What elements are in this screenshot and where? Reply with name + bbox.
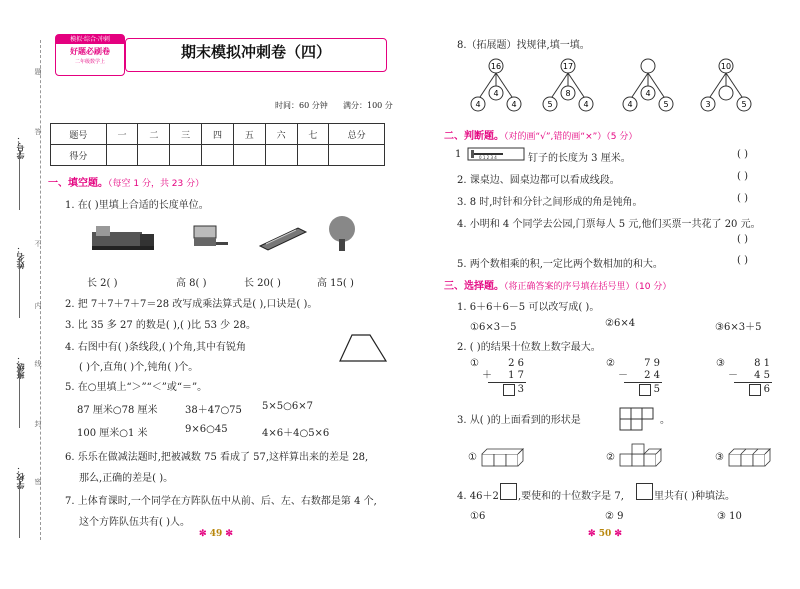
student-id-label: 学号： [15,135,25,159]
section-judge [444,127,637,142]
tree-node-l: 4 [627,100,633,109]
choice-2: 2. ( )的结果十位数上数字最大。 [457,342,601,353]
choice-3-end: 。 [660,415,670,426]
q5-item: 5×5○6×7 [262,401,313,412]
question-7-line2: 这个方阵队伍共有( )人。 [79,517,190,528]
q5-item: 4×6＋4○5×6 [262,428,330,439]
choice-option[interactable]: ① [468,452,477,463]
score-input-cell[interactable] [265,145,297,166]
binding-char: 密 [34,478,42,485]
school-label: 学校： [15,465,25,489]
score-input-cell[interactable] [138,145,170,166]
tree-node-m: 4 [493,89,499,98]
judge-answer[interactable]: ( ) [737,193,748,204]
q1-item: 长 20( ) [244,278,281,289]
tree-node-top: 17 [562,62,574,71]
table-cell: 六 [265,124,297,145]
judge-1: 钉子的长度为 3 厘米。 [528,153,631,164]
section-title: 三、选择题。 [444,281,504,292]
palm-icon: ✼ [588,529,599,539]
choice-4-mid: ,要使和的十位数字是 7, [518,491,624,502]
tree-node-r: 4 [511,100,517,109]
tree-node-r: 4 [583,100,589,109]
number-tree [620,56,680,116]
table-cell: 一 [106,124,138,145]
brand-sub: 二年级数学上 [74,59,105,65]
option-num: ① [470,358,479,369]
table-cell: 七 [297,124,329,145]
section-note: （每空 1 分，共 23 分） [108,179,205,189]
option-num: ② [606,358,615,369]
tree-node-m: 8 [565,89,571,98]
binding-char: 内 [34,302,42,309]
q5-item: 87 厘米○78 厘米 [77,405,158,416]
score-input-cell[interactable] [297,145,329,166]
page-num: 49 [209,529,223,539]
calc-a: 7 9 [644,358,660,369]
brand-top: 模拟·综合·冲刺 [56,35,124,44]
q5-item: 100 厘米○1 米 [77,428,148,439]
calc-r: 6 [763,384,770,395]
blank-box[interactable] [636,483,653,500]
chalk-image [258,224,308,252]
blank-line [19,258,20,318]
question-4-line2: ( )个,直角( )个,钝角( )个。 [79,362,199,373]
score-input-cell[interactable] [329,145,385,166]
judge-3: 3. 8 时,时针和分针之间形成的角是钝角。 [457,197,643,208]
judge-2: 2. 课桌边、圆桌边都可以看成线段。 [457,175,620,186]
question-2: 2. 把 7＋7＋7＋7＝28 改写成乘法算式是( ),口诀是( )。 [65,299,318,310]
choice-option[interactable]: ③6×3＋5 [715,322,762,333]
choice-4 [457,487,499,502]
judge-1-number: 1 [455,149,462,160]
judge-answer[interactable]: ( ) [737,255,748,266]
tree-node-top: 10 [720,62,732,71]
section-title: 一、填空题。 [48,178,108,189]
tree-node-l: 5 [547,100,553,109]
table-cell: 四 [202,124,234,145]
stapler-image [190,220,230,252]
score-table [50,123,385,166]
section-choice [444,277,671,292]
score-input-cell[interactable] [170,145,202,166]
palm-icon: ✼ [611,529,622,539]
page-title: 期末模拟冲刺卷（四） [180,43,331,61]
cube-figure [618,440,668,472]
question-6-line2: 那么,正确的差是( )。 [79,473,174,484]
score-input-cell[interactable] [106,145,138,166]
judge-4: 4. 小明和 4 个同学去公园,门票每人 5 元,他们买票一共花了 20 元。 [457,219,761,230]
tree-node-m: 4 [645,89,651,98]
q5-item: 9×6○45 [185,424,228,435]
calc-op: － [728,370,738,381]
calc-a: 8 1 [754,358,770,369]
blank-line [19,150,20,210]
score-input-cell[interactable] [202,145,234,166]
tree-node-r: 5 [741,100,747,109]
blank-line [19,368,20,428]
choice-option[interactable]: ③ [715,452,724,463]
choice-3 [457,411,581,426]
calc-b: 4 5 [754,370,770,381]
binding-line [40,40,41,540]
binding-char: 不 [34,240,42,247]
exam-time: 时间：60 分钟 [275,101,328,110]
section-title: 二、判断题。 [444,131,504,142]
number-tree [540,56,600,116]
tree-node-l: 3 [705,100,711,109]
table-cell: 五 [233,124,265,145]
cube-figure [727,444,781,472]
option-num: ③ [716,358,725,369]
number-tree [698,56,758,116]
choice-option[interactable]: ② 9 [605,511,624,522]
blank-box[interactable] [500,483,517,500]
choice-option[interactable]: ②6×4 [605,318,636,329]
tree-image [322,215,362,253]
brand-badge [55,34,125,76]
blank-line [19,478,20,538]
class-label: 班级： [15,355,25,379]
table-cell: 三 [170,124,202,145]
q1-item: 长 2( ) [87,278,118,289]
judge-5: 5. 两个数相乘的积,一定比两个数相加的和大。 [457,259,663,270]
table-row [51,145,385,166]
bed-image [90,222,160,252]
score-input-cell[interactable] [233,145,265,166]
judge-answer[interactable]: ( ) [737,171,748,182]
table-cell: 总分 [329,124,385,145]
ruler-nail-figure [467,146,525,162]
exam-score: 满分：100 分 [343,101,393,110]
binding-char: 答 [34,128,42,135]
binding-char: 封 [34,420,42,427]
tree-node-top: 16 [490,62,502,71]
tree-node-l: 4 [475,100,481,109]
question-4-line1: 4. 右图中有( )条线段,( )个角,其中有锐角 [65,342,247,353]
question-5: 5. 在○里填上“＞”“＜”或“＝”。 [65,382,208,393]
section-note: （对的画“√”,错的画“×”）（5 分） [504,132,638,142]
table-row [51,124,385,145]
q1-item: 高 15( ) [317,278,354,289]
choice-4-text: 4. 46＋2 [457,491,499,502]
top-view-shape [618,406,658,436]
section-fill-blank [48,174,204,189]
palm-icon: ✼ [222,529,233,539]
choice-4-end: 里共有( )种填法。 [654,491,735,502]
calc-op: ＋ [482,370,492,381]
question-7-line1: 7. 上体育课时,一个同学在方阵队伍中从前、后、左、右数都是第 4 个, [65,496,377,507]
cube-figure [480,444,530,472]
page-num: 50 [598,529,612,539]
page-number-left [199,529,233,539]
binding-char: 线 [34,360,42,367]
calc-b: 1 7 [508,370,524,381]
calc-b: 2 4 [644,370,660,381]
table-cell: 二 [138,124,170,145]
question-6-line1: 6. 乐乐在做减法题时,把被减数 75 看成了 57,这样算出来的差是 28, [65,452,369,463]
calc-a: 2 6 [508,358,524,369]
choice-option[interactable]: ② [606,452,615,463]
brand-main: 好题必刷卷 [70,46,110,56]
binding-char: 题 [34,68,42,75]
calc-op: － [618,370,628,381]
tree-node-r: 5 [663,100,669,109]
q1-item: 高 8( ) [176,278,207,289]
calc-r: 3 [517,384,524,395]
calc-r: 5 [653,384,660,395]
trapezoid-figure [338,333,388,363]
name-label: 姓名： [15,245,25,269]
title-box [125,38,387,72]
question-8: 8.（拓展题）找规律,填一填。 [457,40,590,51]
ruler-ticks: 0 1 2 3 4 [479,155,497,160]
choice-3-text: 3. 从( )的上面看到的形状是 [457,415,581,426]
choice-option[interactable]: ③ 10 [717,511,742,522]
question-1: 1. 在( )里填上合适的长度单位。 [65,200,209,211]
page-number-right [588,529,622,539]
question-3: 3. 比 35 多 27 的数是( ),( )比 53 少 28。 [65,320,257,331]
choice-option[interactable]: ①6 [470,511,486,522]
palm-icon: ✼ [199,529,210,539]
judge-answer[interactable]: ( ) [737,149,748,160]
judge-answer[interactable]: ( ) [737,234,748,245]
table-cell: 得分 [51,145,107,166]
q5-item: 38＋47○75 [185,405,242,416]
choice-option[interactable]: ①6×3－5 [470,322,517,333]
section-note: （将正确答案的序号填在括号里）（10 分） [504,282,672,292]
table-cell: 题号 [51,124,107,145]
choice-1: 1. 6＋6＋6－5 可以改写成( )。 [457,302,600,313]
number-tree [468,56,528,116]
